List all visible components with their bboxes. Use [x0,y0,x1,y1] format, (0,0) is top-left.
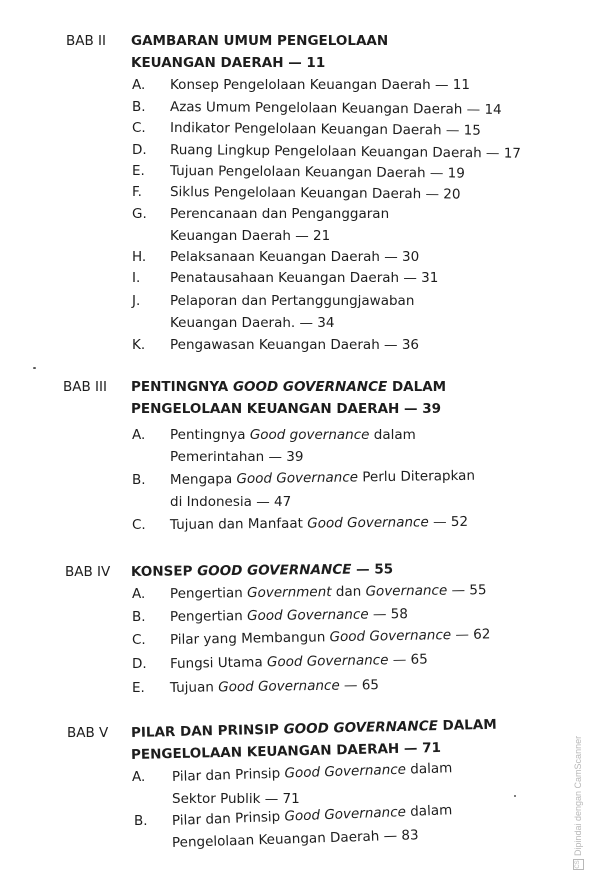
scan-speck [33,367,36,369]
chapter-number: BAB IV [65,564,111,580]
camscanner-logo-icon: CS [573,859,584,870]
chapter-title: KONSEP GOOD GOVERNANCE — 55 [130,561,394,580]
chapter-number: BAB V [67,725,109,741]
chapter-number: BAB III [63,379,107,395]
chapter-number: BAB II [66,33,107,49]
chapter-title: PILAR DAN PRINSIP GOOD GOVERNANCE DALAM PENGELOLAAN KEUANGAN DAERAH — 71 [130,716,497,763]
chapter-title: PENTINGNYA GOOD GOVERNANCE DALAM PENGELOLAAN KEUANGAN DAERAH — 39 [131,379,447,417]
chapter-title: GAMBARAN UMUM PENGELOLAAN KEUANGAN DAERAH — 11 [131,33,389,71]
scanner-watermark: CSDipindai dengan CamScanner [573,735,583,869]
table-of-contents-page: BAB II GAMBARAN UMUM PENGELOLAAN KEUANGAN DAERAH — 11 A. Konsep Pengelolaan Keuangan Daerah — 11 B. Azas Umum Pengelolaan Keuangan Daerah — 14 C. Indikator Pengelolaan Keuangan Daerah — 15 D. Ruang Lingkup Pengelolaan Keuangan Daerah — 17 E. Tujuan Pengelolaan Keuangan Daerah — 19 F. Siklus Pengelolaan Keuangan Daerah — 20 G. Perencanaan dan Penganggaran Keuangan Daerah — 21 H. Pelaksanaan Keuangan Daerah — 30 I. Penatausahaan Keuangan Daerah — 31 J. Pelaporan dan Pertanggungjawaban Keuangan Daerah. — 34 K. Pengawasan Keuangan Daerah — 36 BAB III PENTINGNYA GOOD GOVERNANCE DALAM PENGELOLAAN KEUANGAN DAERAH — 39 A. Pentingnya Good governance dalam Pemerintahan — 39 B. Mengapa Good Governance Perlu Diterapkan di Indonesia — 47 C. Tujuan dan Manfaat Good Governance — 52 BAB IV KONSEP GOOD GOVERNANCE — 55 A. Pengertian Government dan Governance — 55 B. Pengertian Good Governance — 58 C. Pilar yang Membangun Good Governance — 62 D. Fungsi Utama Good Governance — 65 E. Tujuan Good Governance — 65 BAB V PILAR DAN PRINSIP GOOD GOVERNANCE DALAM PENGELOLAAN KEUANGAN DAERAH — 71 A. Pilar dan Prinsip Good Governance dalam Sektor Publik — 71 B. Pilar dan Prinsip Good Governance dalam Pengelolaan Keuangan Daerah — 83 CSDipindai dengan CamScanner [0,0,600,883]
scan-speck [514,795,516,797]
